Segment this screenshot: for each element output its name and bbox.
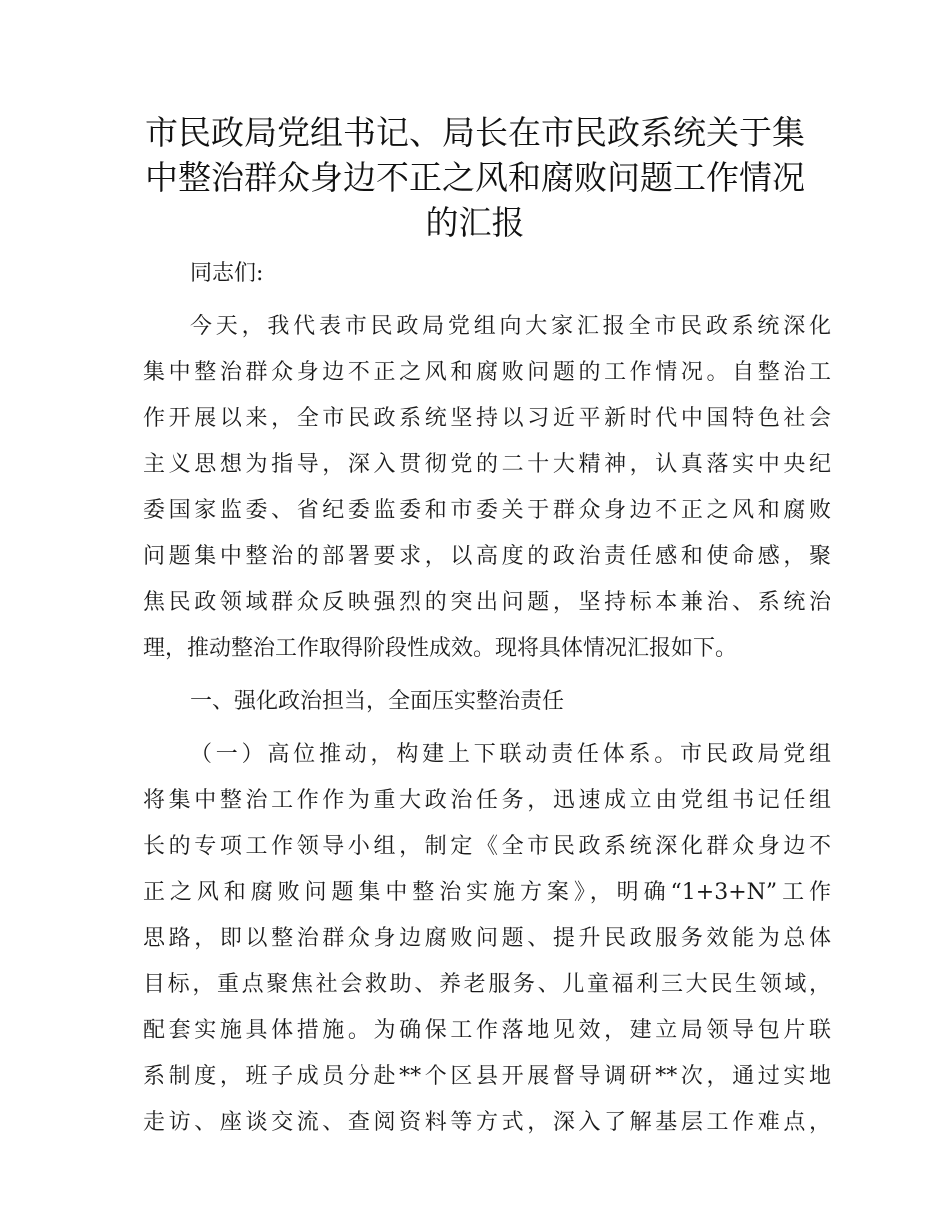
text-line: 理，推动整治工作取得阶段性成效。现将具体情况汇报如下。: [143, 636, 738, 661]
section-heading: [143, 679, 831, 725]
text-line: （一）高位推动，构建上下联动责任体系。市民政局党组: [190, 742, 831, 767]
text-line: 系制度，班子成员分赴**个区县开展督导调研**次，通过实地: [143, 1064, 831, 1089]
text-line: 问题集中整治的部署要求，以高度的政治责任感和使命感，聚: [143, 544, 831, 569]
text-line: 作开展以来，全市民政系统坚持以习近平新时代中国特色社会: [143, 406, 831, 431]
paragraph-gap: [143, 297, 831, 304]
text-line: 主义思想为指导，深入贯彻党的二十大精神，认真落实中央纪: [143, 452, 831, 477]
text-line: 走访、座谈交流、查阅资料等方式，深入了解基层工作难点，: [143, 1110, 831, 1135]
title-line: 中整治群众身边不正之风和腐败问题工作情况: [145, 158, 805, 197]
text-line: 正之风和腐败问题集中整治实施方案》，明确“1+3+N”工作: [143, 880, 831, 905]
text-line: 集中整治群众身边不正之风和腐败问题的工作情况。自整治工: [143, 360, 831, 385]
title-line: 的汇报: [425, 203, 525, 242]
paragraph-gap: [143, 672, 831, 679]
salutation: [143, 251, 831, 297]
text-line: 委国家监委、省纪委监委和市委关于群众身边不正之风和腐败: [143, 498, 831, 523]
text-line: 目标，重点聚焦社会救助、养老服务、儿童福利三大民生领域，: [143, 972, 831, 997]
document-body: [143, 251, 831, 1146]
text-line: 长的专项工作领导小组，制定《全市民政系统深化群众身边不: [143, 834, 831, 859]
title-line: 市民政局党组书记、局长在市民政系统关于集: [145, 113, 805, 152]
text-line: 一、强化政治担当，全面压实整治责任: [190, 689, 565, 714]
paragraph: [143, 304, 831, 672]
document-title: [0, 110, 950, 245]
text-line: 将集中整治工作作为重大政治任务，迅速成立由党组书记任组: [143, 788, 831, 813]
text-line: 同志们:: [190, 261, 264, 286]
text-line: 焦民政领域群众反映强烈的突出问题，坚持标本兼治、系统治: [143, 590, 831, 615]
text-line: 配套实施具体措施。为确保工作落地见效，建立局领导包片联: [143, 1018, 831, 1043]
text-line: 今天，我代表市民政局党组向大家汇报全市民政系统深化: [190, 314, 831, 339]
paragraph: [143, 732, 831, 1146]
text-line: 思路，即以整治群众身边腐败问题、提升民政服务效能为总体: [143, 926, 831, 951]
paragraph-gap: [143, 725, 831, 732]
